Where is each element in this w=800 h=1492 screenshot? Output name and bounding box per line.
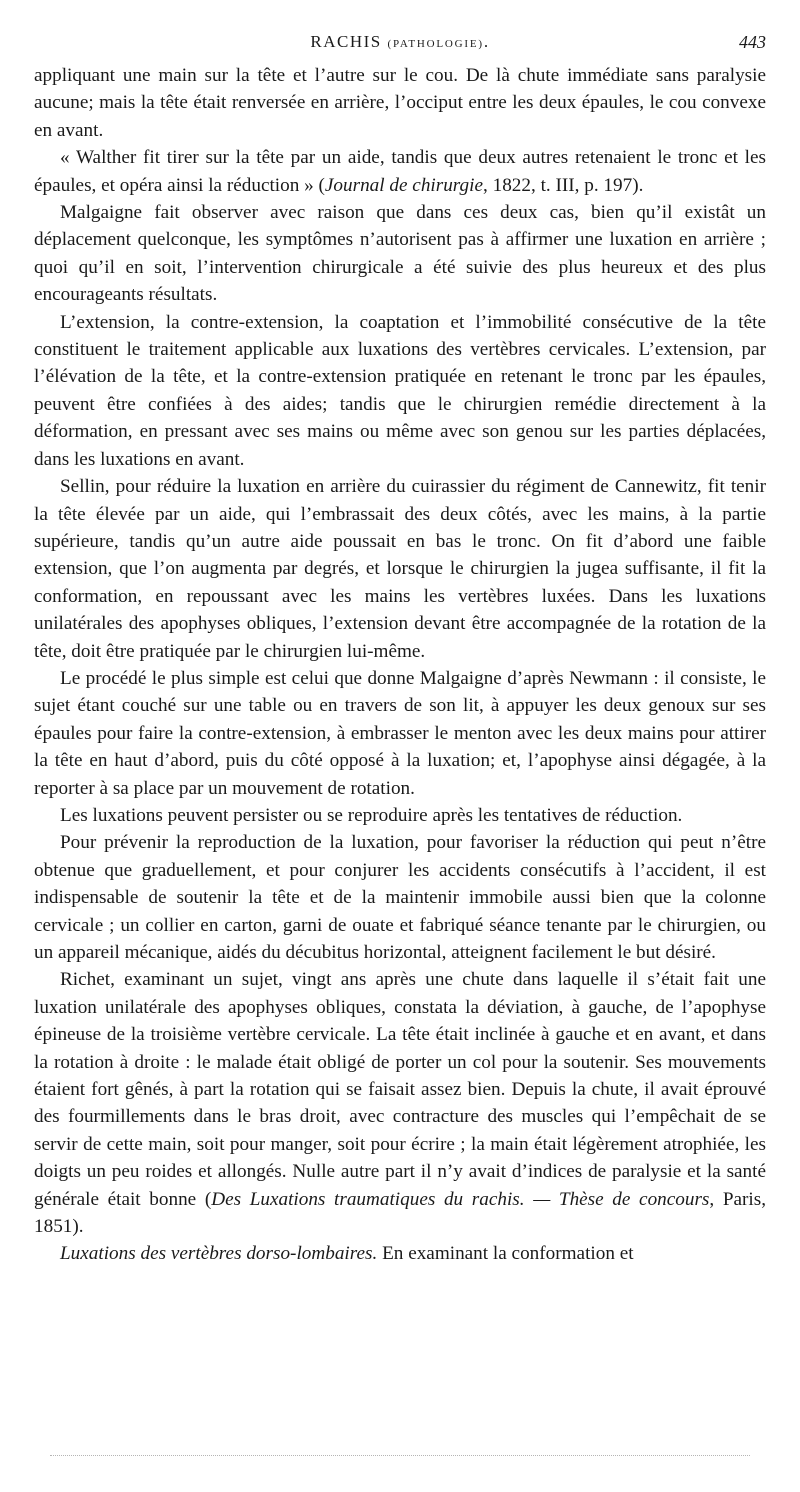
running-head-subtitle: (PATHOLOGIE) (387, 38, 484, 50)
running-head (34, 32, 766, 52)
text-run: En examinant la conformation et (377, 1243, 634, 1265)
text-run: , 1822, t. III, p. 197). (483, 174, 644, 196)
text-run: Sellin, pour réduire la luxation en arrière du cuirassier du régiment de Cannewitz, fit tenir la tête élevée par un aide, qui l’embrassait des deux côtés, avec les mains, à la partie supérieure, tandis qu’un autre aide poussait en bas le tronc. On fit d’abord une faible extension, que l’on augmenta par degrés, et lorsque le chirurgien la jugea suffisante, il fit la conformation, en repoussant avec les mains les vertèbres luxées. Dans les luxations unilatérales des apophyses obliques, l’extension devant être accompagnée de la rotation de la tête, doit être pratiquée par le chirurgien lui-même. (34, 476, 766, 662)
paragraph (34, 309, 766, 473)
italic-citation: Journal de chirurgie (324, 174, 483, 196)
text-run: , Paris, 1851). (34, 1188, 767, 1238)
section-heading-paragraph (34, 1240, 766, 1267)
text-run: Malgaigne fait observer avec raison que dans ces deux cas, bien qu’il existât un déplacement quelconque, les symptômes n’autorisent pas à affirmer une luxation en arrière ; quoi qu’il en soit, l’intervention chirurgicale a été suivie des plus heureux et des plus encourageants résultats. (34, 202, 766, 306)
running-head-period: . (483, 32, 490, 51)
paragraph (34, 665, 766, 802)
paragraph (34, 199, 766, 309)
page-number: 443 (739, 32, 766, 52)
body-text (34, 62, 766, 1268)
text-run: Le procédé le plus simple est celui que donne Malgaigne d’après Newmann : il consiste, le sujet étant couché sur une table ou en travers de son lit, à appuyer les deux genoux sur ses épaules pour faire la contre-extension, à embrasser le menton avec les deux mains pour attirer la tête en haut d’abord, puis du côté opposé à la luxation; et, l’apophyse ainsi dégagée, à la reporter à sa place par un mouvement de rotation. (34, 667, 766, 799)
text-run: appliquant une main sur la tête et l’autre sur le cou. De là chute immédiate sans paralysie aucune; mais la tête était renversée en arrière, l’occiput entre les deux épaules, le cou convexe en avant. (34, 65, 766, 141)
page-header (34, 30, 766, 56)
italic-citation: Luxations des vertèbres dorso-lombaires. (60, 1243, 378, 1265)
paragraph (34, 802, 766, 829)
running-head-title: RACHIS (310, 32, 382, 51)
text-run: Les luxations peuvent persister ou se reproduire après les tentatives de réduction. (60, 804, 683, 826)
text-run: Richet, examinant un sujet, vingt ans après une chute dans laquelle il s’était fait une luxation unilatérale des apophyses obliques, constata la déviation, à gauche, de l’apophyse épineuse de la troisième vertèbre cervicale. La tête était inclinée à gauche et en avant, et dans la rotation à droite : le malade était obligé de porter un col pour la soutenir. Ses mouvements étaient fort gênés, à part la rotation qui se faisait assez bien. Depuis la chute, il avait éprouvé des fourmillements dans le bras droit, avec contracture des muscles qui l’empêchait de se servir de cette main, soit pour manger, soit pour écrire ; la main était légèrement atrophiée, les doigts un peu roides et allongés. Nulle autre part il n’y avait d’indices de paralysie et la santé générale était bonne ( (34, 969, 766, 1210)
paragraph (34, 144, 766, 199)
paragraph (34, 966, 766, 1240)
footer-rule (50, 1455, 750, 1456)
italic-citation: Des Luxations traumatiques du rachis. — Thèse de concours (211, 1188, 710, 1210)
text-run: « Walther fit tirer sur la tête par un aide, tandis que deux autres retenaient le tronc et les épaules, et opéra ainsi la réduction » ( (34, 147, 766, 196)
paragraph (34, 473, 766, 665)
paragraph (34, 62, 766, 144)
text-run: L’extension, la contre-extension, la coaptation et l’immobilité consécutive de la tête constituent le traitement applicable aux luxations des vertèbres cervicales. L’extension, par l’élévation de la tête, et la contre-extension pratiquée en retenant le tronc par les épaules, peuvent être confiées à des aides; tandis que le chirurgien remédie directement à la déformation, en pressant avec ses mains ou même avec son genou sur les parties déplacées, dans les luxations en avant. (34, 311, 766, 470)
text-run: Pour prévenir la reproduction de la luxation, pour favoriser la réduction qui peut n’être obtenue que graduellement, et pour conjurer les accidents consécutifs à l’accident, il est indispensable de soutenir la tête et de la maintenir immobile aussi bien que la colonne cervicale ; un collier en carton, garni de ouate et fabriqué séance tenante par le chirurgien, ou un appareil mécanique, aidés du décubitus horizontal, atteignent facilement le but désiré. (34, 832, 766, 963)
paragraph (34, 829, 766, 966)
